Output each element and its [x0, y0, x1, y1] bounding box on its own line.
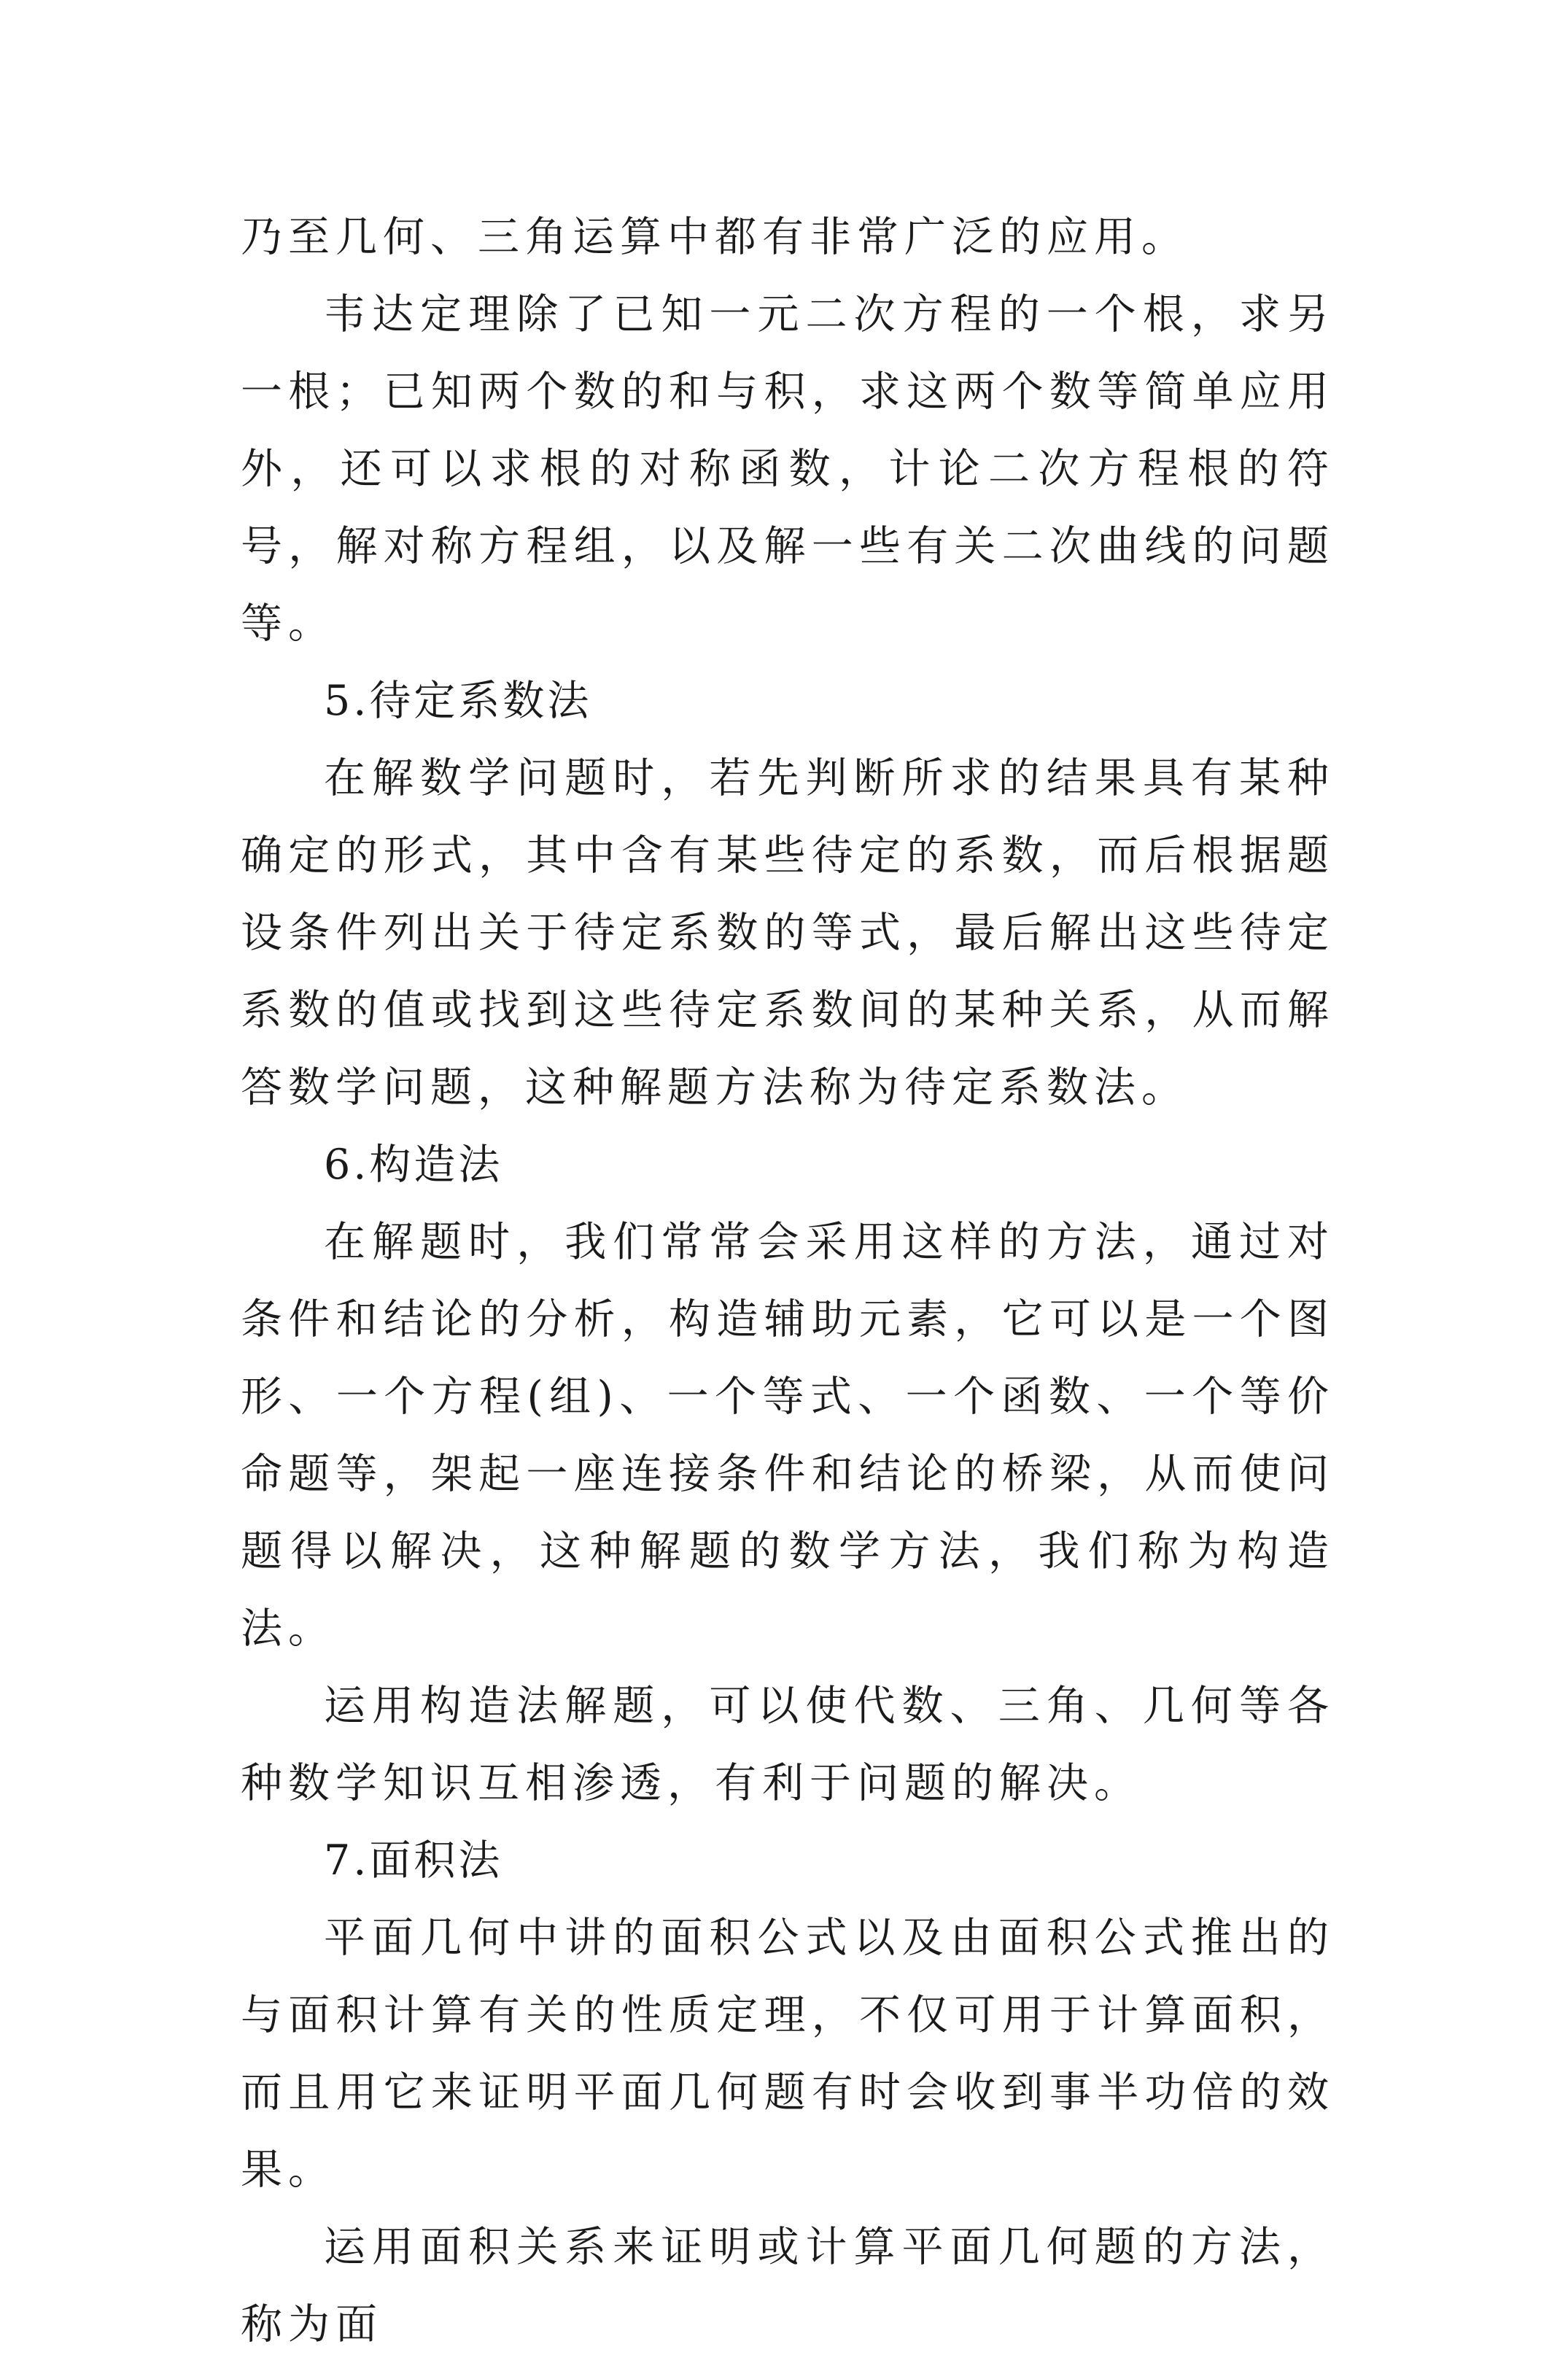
paragraph-area-method-definition: 运用面积关系来证明或计算平面几何题的方法，称为面: [241, 2223, 1335, 2348]
paragraph-undetermined-coefficients: 在解数学问题时，若先判断所求的结果具有某种确定的形式，其中含有某些待定的系数，而后根据题设条件列出关于待定系数的等式，最后解出这些待定系数的值或找到这些待定系数间的某种关系，从而解答数学问题，这种解题方法称为待定系数法。: [241, 754, 1335, 1111]
document-body: [241, 198, 1335, 2363]
paragraph-construction-method: 在解题时，我们常常会采用这样的方法，通过对条件和结论的分析，构造辅助元素，它可以是一个图形、一个方程(组)、一个等式、一个函数、一个等价命题等，架起一座连接条件和结论的桥梁，从而使问题得以解决，这种解题的数学方法，我们称为构造法。: [241, 1218, 1335, 1653]
paragraph-construction-benefits: 运用构造法解题，可以使代数、三角、几何等各种数学知识互相渗透，有利于问题的解决。: [241, 1682, 1335, 1807]
section-heading-undetermined-coefficients: 5.待定系数法: [324, 677, 592, 725]
section-heading-area-method: 7.面积法: [324, 1836, 503, 1885]
paragraph-vieta-applications: 韦达定理除了已知一元二次方程的一个根，求另一根；已知两个数的和与积，求这两个数等简单应用外，还可以求根的对称函数，计论二次方程根的符号，解对称方程组，以及解一些有关二次曲线的问题等。: [241, 290, 1335, 648]
section-heading-construction-method: 6.构造法: [324, 1141, 503, 1189]
paragraph-continuation: 乃至几何、三角运算中都有非常广泛的应用。: [241, 213, 1189, 261]
paragraph-area-formulas: 平面几何中讲的面积公式以及由面积公式推出的与面积计算有关的性质定理，不仅可用于计算面积，而且用它来证明平面几何题有时会收到事半功倍的效果。: [241, 1914, 1335, 2194]
